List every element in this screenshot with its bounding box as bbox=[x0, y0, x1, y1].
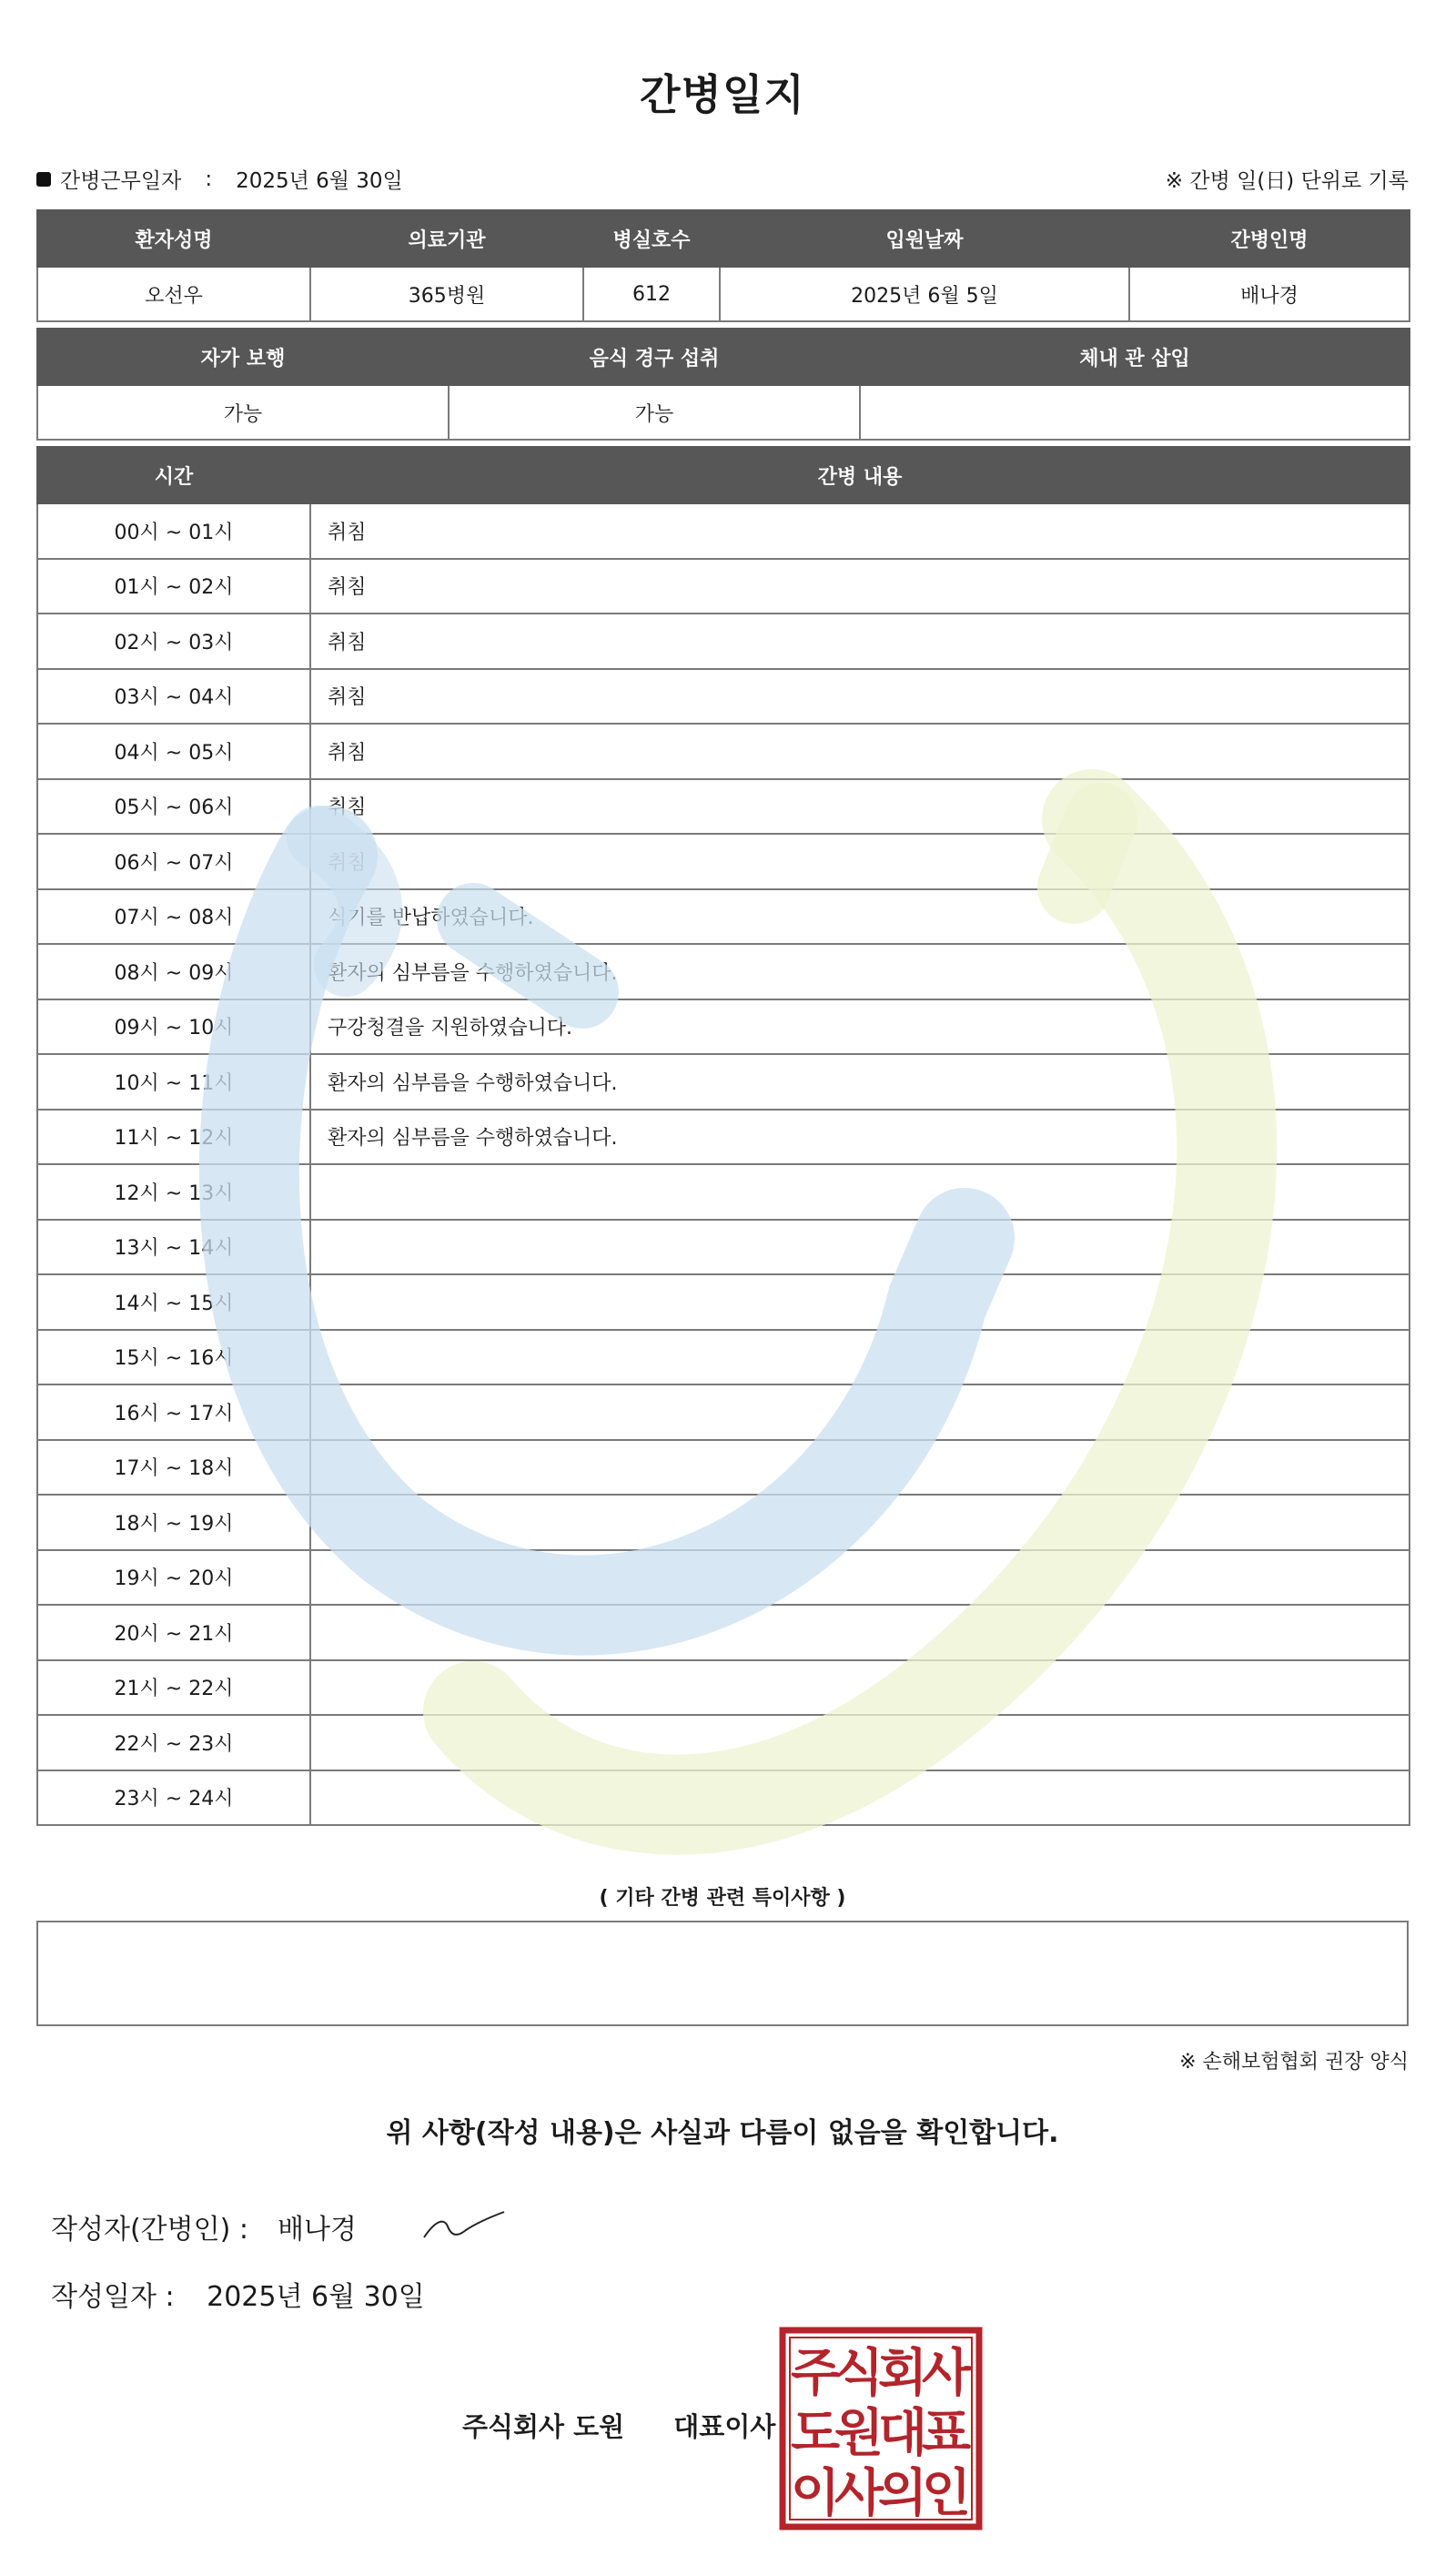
log-row bbox=[37, 1164, 1410, 1220]
patient-name: 오선우 bbox=[37, 267, 310, 321]
log-content bbox=[310, 1220, 1410, 1275]
status-header-row bbox=[37, 329, 1410, 385]
log-time: 14시 ~ 15시 bbox=[37, 1274, 310, 1330]
log-row bbox=[37, 1605, 1410, 1660]
log-content: 취침 bbox=[310, 559, 1410, 614]
caregiver-name: 배나경 bbox=[1129, 267, 1410, 321]
written-date-label: 작성일자 : bbox=[51, 2281, 175, 2313]
log-row bbox=[37, 724, 1410, 779]
log-time: 22시 ~ 23시 bbox=[37, 1715, 310, 1770]
log-content bbox=[310, 1330, 1410, 1385]
seal-glyph: 이 bbox=[790, 2464, 841, 2523]
log-header-row bbox=[37, 447, 1410, 503]
header-hospital: 의료기관 bbox=[310, 210, 583, 267]
seal-glyph: 주 bbox=[790, 2344, 841, 2403]
log-time: 10시 ~ 11시 bbox=[37, 1054, 310, 1110]
log-row bbox=[37, 1330, 1410, 1385]
log-content bbox=[310, 1715, 1410, 1770]
log-time: 23시 ~ 24시 bbox=[37, 1770, 310, 1826]
log-body bbox=[37, 503, 1410, 1825]
log-row bbox=[37, 779, 1410, 835]
unit-note: ※ 간병 일(日) 단위로 기록 bbox=[1165, 169, 1409, 193]
patient-header-row bbox=[37, 210, 1410, 267]
log-time: 05시 ~ 06시 bbox=[37, 779, 310, 835]
header-patient-name: 환자성명 bbox=[37, 210, 310, 267]
notes-title: ( 기타 간병 관련 특이사항 ) bbox=[599, 1887, 846, 1910]
log-row bbox=[37, 1660, 1410, 1716]
seal-glyph: 원 bbox=[834, 2404, 884, 2463]
written-date-value: 2025년 6월 30일 bbox=[207, 2281, 425, 2313]
log-content bbox=[310, 1770, 1410, 1826]
seal-glyph: 인 bbox=[921, 2464, 972, 2523]
log-row bbox=[37, 1770, 1410, 1826]
log-content bbox=[310, 1440, 1410, 1496]
patient-value-row bbox=[37, 267, 1410, 321]
log-time: 13시 ~ 14시 bbox=[37, 1220, 310, 1275]
log-content: 취침 bbox=[310, 503, 1410, 559]
page-title: 간병일지 bbox=[640, 70, 805, 119]
seal-glyph: 대 bbox=[877, 2404, 928, 2463]
log-row bbox=[37, 1550, 1410, 1606]
log-time: 12시 ~ 13시 bbox=[37, 1164, 310, 1220]
confirmation-statement: 위 사항(작성 내용)은 사실과 다름이 없음을 확인합니다. bbox=[386, 2117, 1059, 2149]
log-content: 환자의 심부름을 수행하였습니다. bbox=[310, 1054, 1410, 1110]
ceo-label: 대표이사 bbox=[673, 2411, 776, 2442]
header-oral-intake: 음식 경구 섭취 bbox=[449, 329, 860, 385]
log-row bbox=[37, 1384, 1410, 1440]
patient-info-table bbox=[36, 209, 1410, 322]
log-time: 19시 ~ 20시 bbox=[37, 1550, 310, 1606]
meta-row bbox=[36, 164, 1409, 197]
company-seal-stamp bbox=[779, 2327, 983, 2530]
log-time: 03시 ~ 04시 bbox=[37, 669, 310, 725]
room-number: 612 bbox=[583, 267, 720, 321]
seal-glyph: 표 bbox=[921, 2404, 972, 2463]
work-date-label: 간병근무일자 bbox=[60, 169, 182, 193]
log-row bbox=[37, 1054, 1410, 1110]
log-time: 11시 ~ 12시 bbox=[37, 1110, 310, 1165]
seal-glyph: 사 bbox=[921, 2344, 972, 2403]
tube-status bbox=[860, 385, 1410, 440]
log-time: 04시 ~ 05시 bbox=[37, 724, 310, 779]
header-admission-date: 입원날짜 bbox=[720, 210, 1129, 267]
notes-box bbox=[36, 1921, 1409, 2026]
log-content bbox=[310, 1605, 1410, 1660]
writer-name: 배나경 bbox=[277, 2214, 357, 2246]
care-log-table bbox=[36, 446, 1410, 1826]
seal-glyph: 회 bbox=[877, 2344, 928, 2403]
log-content bbox=[310, 1495, 1410, 1550]
log-row bbox=[37, 1715, 1410, 1770]
header-room: 병실호수 bbox=[583, 210, 720, 267]
log-content: 환자의 심부름을 수행하였습니다. bbox=[310, 944, 1410, 999]
log-time: 02시 ~ 03시 bbox=[37, 614, 310, 669]
log-row bbox=[37, 1440, 1410, 1496]
header-tube: 체내 관 삽입 bbox=[860, 329, 1410, 385]
log-time: 08시 ~ 09시 bbox=[37, 944, 310, 999]
log-row bbox=[37, 1110, 1410, 1165]
walking-status: 가능 bbox=[37, 385, 449, 440]
log-content bbox=[310, 1164, 1410, 1220]
log-content bbox=[310, 1384, 1410, 1440]
log-time: 00시 ~ 01시 bbox=[37, 503, 310, 559]
admission-date: 2025년 6월 5일 bbox=[720, 267, 1129, 321]
work-date-value: 2025년 6월 30일 bbox=[236, 169, 403, 193]
status-value-row bbox=[37, 385, 1410, 440]
company-signature bbox=[462, 2407, 775, 2444]
header-caregiver: 간병인명 bbox=[1129, 210, 1410, 267]
log-row bbox=[37, 614, 1410, 669]
log-row bbox=[37, 1495, 1410, 1550]
log-content: 취침 bbox=[310, 724, 1410, 779]
log-content: 취침 bbox=[310, 834, 1410, 889]
written-date-row bbox=[51, 2274, 425, 2314]
log-time: 09시 ~ 10시 bbox=[37, 999, 310, 1055]
work-date bbox=[36, 164, 403, 194]
log-time: 17시 ~ 18시 bbox=[37, 1440, 310, 1496]
writer-label: 작성자(간병인) : bbox=[51, 2214, 248, 2246]
signature bbox=[422, 2208, 506, 2245]
log-row bbox=[37, 503, 1410, 559]
log-time: 18시 ~ 19시 bbox=[37, 1495, 310, 1550]
log-content: 식기를 반납하였습니다. bbox=[310, 889, 1410, 945]
oral-intake-status: 가능 bbox=[449, 385, 860, 440]
log-time: 16시 ~ 17시 bbox=[37, 1384, 310, 1440]
insurance-note: ※ 손해보험협회 권장 양식 bbox=[1179, 2051, 1409, 2074]
seal-glyph: 의 bbox=[877, 2464, 928, 2523]
log-time: 01시 ~ 02시 bbox=[37, 559, 310, 614]
company-name: 주식회사 도원 bbox=[462, 2411, 625, 2442]
work-date-colon: : bbox=[205, 167, 213, 191]
log-row bbox=[37, 1274, 1410, 1330]
log-content: 취침 bbox=[310, 614, 1410, 669]
header-time: 시간 bbox=[37, 447, 310, 503]
bullet-square-icon bbox=[36, 172, 51, 187]
log-row bbox=[37, 669, 1410, 725]
log-row bbox=[37, 944, 1410, 999]
log-content: 환자의 심부름을 수행하였습니다. bbox=[310, 1110, 1410, 1165]
seal-glyph: 도 bbox=[790, 2404, 841, 2463]
log-row bbox=[37, 999, 1410, 1055]
log-content bbox=[310, 1274, 1410, 1330]
header-care-content: 간병 내용 bbox=[310, 447, 1410, 503]
log-row bbox=[37, 1220, 1410, 1275]
log-content: 취침 bbox=[310, 779, 1410, 835]
hospital-name: 365병원 bbox=[310, 267, 583, 321]
log-time: 20시 ~ 21시 bbox=[37, 1605, 310, 1660]
log-content: 구강청결을 지원하였습니다. bbox=[310, 999, 1410, 1055]
log-time: 07시 ~ 08시 bbox=[37, 889, 310, 945]
log-content bbox=[310, 1550, 1410, 1606]
writer-row bbox=[51, 2206, 506, 2246]
seal-glyph: 식 bbox=[834, 2344, 884, 2403]
log-content: 취침 bbox=[310, 669, 1410, 725]
log-time: 21시 ~ 22시 bbox=[37, 1660, 310, 1716]
log-row bbox=[37, 834, 1410, 889]
patient-status-table bbox=[36, 328, 1410, 441]
log-time: 06시 ~ 07시 bbox=[37, 834, 310, 889]
log-time: 15시 ~ 16시 bbox=[37, 1330, 310, 1385]
log-row bbox=[37, 889, 1410, 945]
log-content bbox=[310, 1660, 1410, 1716]
log-row bbox=[37, 559, 1410, 614]
seal-glyph: 사 bbox=[834, 2464, 884, 2523]
header-walking: 자가 보행 bbox=[37, 329, 449, 385]
